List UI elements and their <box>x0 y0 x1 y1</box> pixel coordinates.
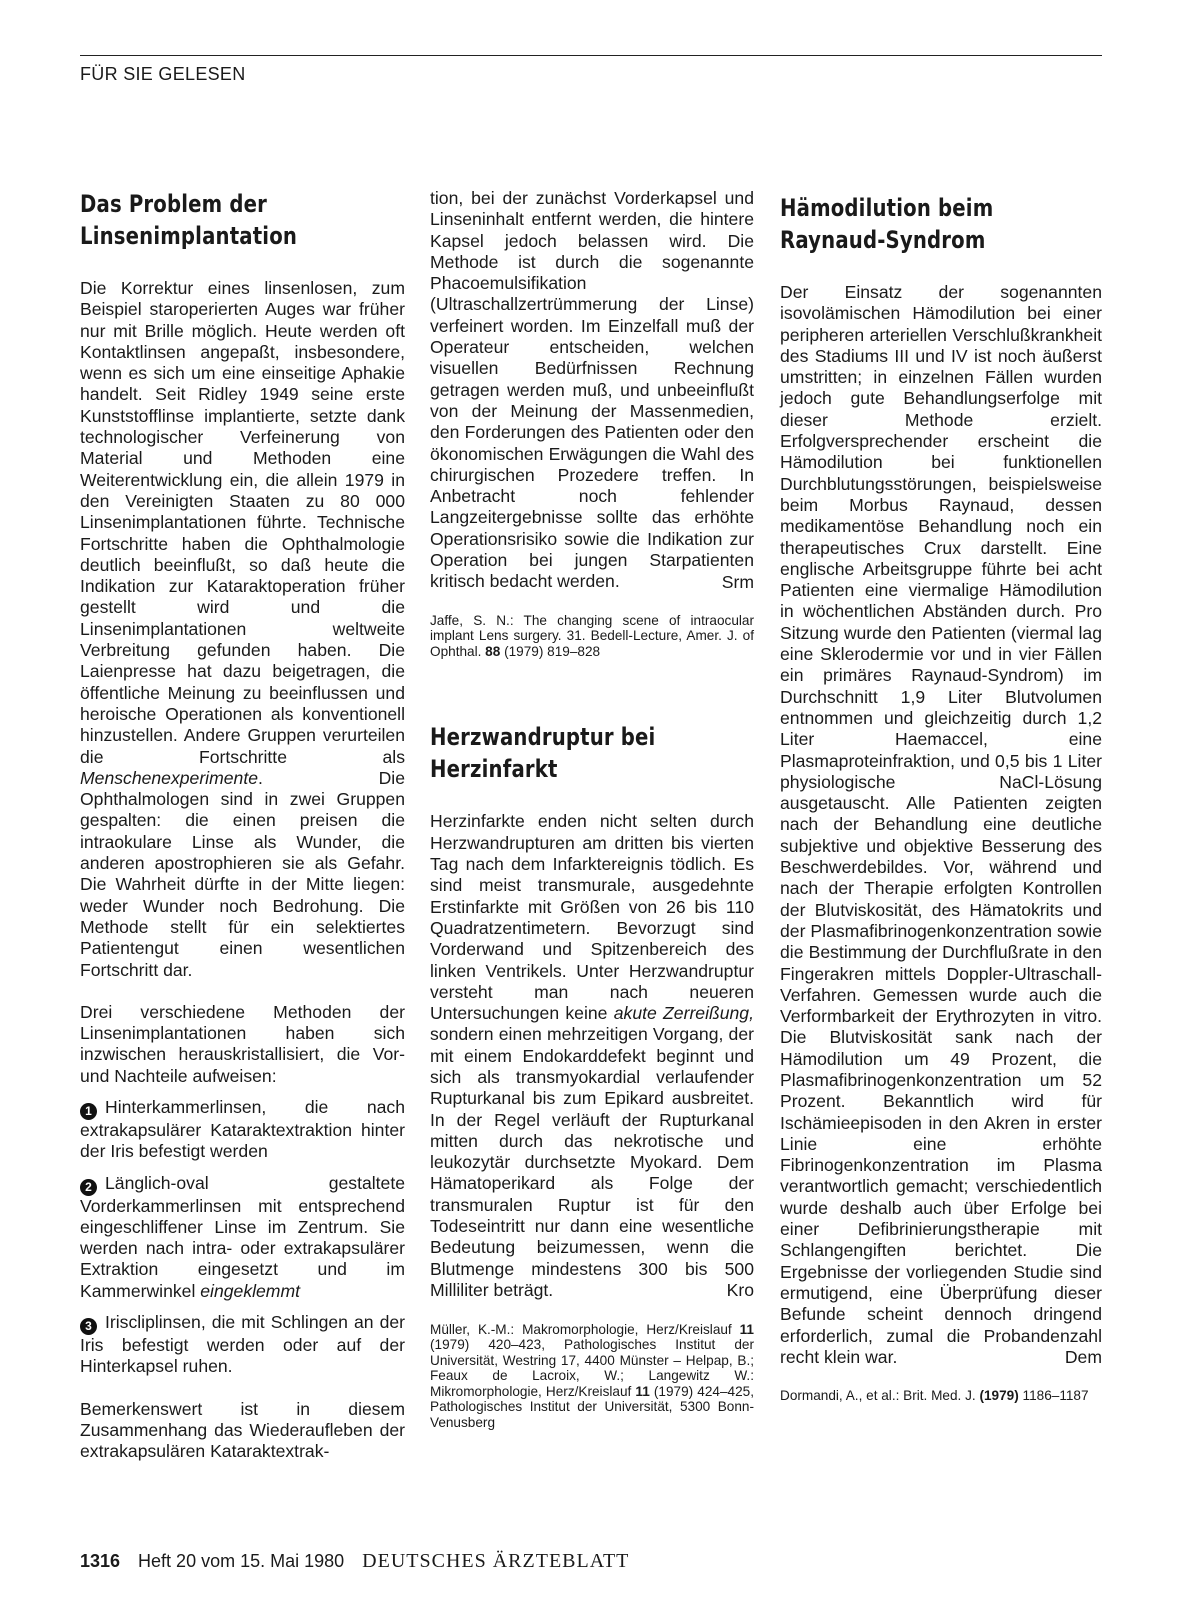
number-badge-2: 2 <box>80 1179 97 1196</box>
list-item-1-text: Hinterkammerlinsen, die nach extrakapsulärer Kataraktextraktion hinter der Iris befestigt werden <box>80 1096 405 1162</box>
article2-ref-text-b: (1979) 420–423, Pathologisches Institut der Universität, Westring 17, 4400 Münster – Helpap, B.; Feaux de Lacroix, W.; Langewitz W.: Mikromorphologie, Herz/Kreislauf <box>430 1337 754 1399</box>
article2-emphasis: akute Zerreißung, <box>613 1003 754 1024</box>
column-1 <box>80 188 405 1463</box>
page-number: 1316 <box>80 1551 121 1571</box>
article3-paragraph: Der Einsatz der sogenannten isovolämischen Hämodilution bei einer peripheren arteriellen Verschlußkrankheit des Stadiums III und IV ist noch äußerst umstritten; in einzelnen Fällen wurden jedoch gute Behandlungserfolge mit dieser Methode erzielt. Erfolgversprechender erscheint die Hämodilution bei funktionellen Durchblutungsstörungen, beispielsweise beim Morbus Raynaud, dessen medikamentöse Behandlung noch ein therapeutisches Crux darstellt. Eine englische Arbeitsgruppe führte bei acht Patienten eine viermalige Hämodilution in wöchentlichen Abständen durch. Pro Sitzung wurde den Patienten (viermal lag eine Sklerodermie vor und in vier Fällen ein primäres Raynaud-Syndrom) im Durchschnitt 1,9 Liter Blutvolumen entnommen und gleichzeitig durch 1,2 Liter Haemaccel, eine Plasmaproteinfraktion, und 0,5 bis 1 Liter physiologische NaCl-Lösung ausgetauscht. Alle Patienten zeigten nach der Behandlung eine deutliche subjektive und objektive Besserung des Beschwerdebildes. Vor, während und nach der Therapie erfolgten Kontrollen der Blutviskosität, des Hämatokrits und der Plasmafibrinogenkonzentration sowie die Bestimmung der Durchflußrate in den Fingerakren mittels Doppler-Ultraschall-Verfahren. Gemessen wurde auch die Verformbarkeit der Erythrozyten in vitro. Die Blutviskosität sank nach der Hämodilution um 49 Prozent, die Plasmafibrinogenkonzentration um 52 Prozent. Bekanntlich wird für Ischämieepisoden in den Akren in erster Linie eine erhöhte Fibrinogenkonzentration im Plasma verantwortlich gemacht; verschiedentlich wurde deshalb auch über Erfolge bei einer Defibrinierungstherapie mit Schlangengiften berichtet. Die Ergebnisse der vorliegenden Studie sind ermutigend, eine Überprüfung dieser Befunde scheint dennoch dringend erforderlich, zumal die Probandenzahl recht klein war. <box>780 282 1102 1367</box>
article2-paragraph <box>430 811 754 1301</box>
article1-p1-emphasis: Menschenexperimente <box>80 767 258 788</box>
article2-text-cont: sondern einen mehrzeitigen Vorgang, der mit einem Endokarddefekt beginnt und sich als transmyokardial verlaufender Rupturkanal bis zum Epikard ausbreitet. In der Regel verläuft der Rupturkanal mitten durch das nekrotische und leukozytär durchsetzte Myokard. Dem Hämatoperikard als Folge der transmuralen Ruptur ist für den Todeseintritt nur dann eine wesentliche Bedeutung beizumessen, wenn die Blutmenge mindestens 300 bis 500 Milliliter beträgt. <box>430 1024 754 1300</box>
article3-ref-year: (1979) <box>979 1388 1019 1404</box>
article2-signature: Kro <box>726 1280 754 1301</box>
list-item-2-text: Länglich-oval gestaltete Vorderkammerlinsen mit entsprechend eingeschliffener Linse im Zentrum. Sie werden nach intra- oder extrakapsulärer Extraktion eingesetzt und im Kammerwinkel <box>80 1172 405 1301</box>
article2-ref-text-a: Müller, K.-M.: Makromorphologie, Herz/Kreislauf <box>430 1321 732 1337</box>
article3-title-line1: Hämodilution beim <box>780 194 994 222</box>
list-item-2-emphasis: eingeklemmt <box>200 1280 301 1301</box>
article2-title-line2: Herzinfarkt <box>430 755 558 784</box>
page-footer <box>80 1550 629 1573</box>
column-3 <box>780 192 1102 1404</box>
article1-paragraph-2: Drei verschiedene Methoden der Linsenimplantationen haben sich inzwischen herauskristallisiert, die Vor- und Nachteile aufweisen: <box>80 1001 405 1086</box>
article1-reference <box>430 613 754 660</box>
article3-title <box>780 192 1108 256</box>
article3-title-line2: Raynaud-Syndrom <box>780 226 986 254</box>
article2-ref-text-c: (1979) 424–425, Pathologisches Institut der Universität, 5300 Bonn-Venusberg <box>430 1383 754 1430</box>
journal-name: DEUTSCHES ÄRZTEBLATT <box>362 1550 630 1572</box>
article3-ref-pages: 1186–1187 <box>1022 1388 1089 1404</box>
article2-reference <box>430 1322 754 1431</box>
list-item-2 <box>80 1173 405 1302</box>
article1-paragraph-3-start: Bemerkenswert ist in diesem Zusammenhang das Wiederaufleben der extrakapsulären Kataraktextrak- <box>80 1398 405 1462</box>
article1-p1-text-cont: . Die Ophthalmologen sind in zwei Gruppen gespalten: die einen preisen die intraokulare Linse als Wunder, die anderen apostrophieren sie als Gefahr. Die Wahrheit dürfte in der Mitte liegen: weder Wunder noch Bedrohung. Die Methode stellt für ein selektiertes Patientengut einen wesentlichen Fortschritt dar. <box>80 767 405 980</box>
number-badge-3: 3 <box>80 1318 97 1335</box>
article2-text: Herzinfarkte enden nicht selten durch Herzwandrupturen am dritten bis vierten Tag nach dem Infarktereignis tödlich. Es sind meist transmurale, ausgedehnte Erstinfarkte mit Größen von 26 bis 110 Quadratzentimetern. Bevorzugt sind Vorderwand und Spitzenbereich des linken Ventrikels. Unter Herzwandruptur versteht man nach neueren Untersuchungen keine <box>430 811 754 1024</box>
article1-title-line1: Das Problem der <box>80 190 267 218</box>
article1-paragraph-3-cont: tion, bei der zunächst Vorderkapsel und Linseninhalt entfernt werden, die hintere Kapsel jedoch belassen wird. Die Methode ist durch die sogenannte Phacoemulsifikation (Ultraschallzertrümmerung der Linse) verfeinert worden. Im Einzelfall muß der Operateur entscheiden, welchen visuellen Bedürfnissen Rechnung getragen werden muß, und unbeeinflußt von der Meinung der Massenmedien, den Forderungen des Patienten oder den ökonomischen Erwägungen die Wahl des chirurgischen Prozedere treffen. In Anbetracht noch fehlender Langzeitergebnisse sollte das erhöhte Operationsrisiko sowie die Indikation zur Operation bei jungen Starpatienten kritisch bedacht werden. <box>430 188 754 592</box>
issue-info: Heft 20 vom 15. Mai 1980 <box>138 1551 345 1571</box>
article2-ref-volume-2: 11 <box>635 1383 650 1399</box>
article1-signature: Srm <box>721 571 754 592</box>
list-item-3-text: Iriscliplinsen, die mit Schlingen an der Iris befestigt werden oder auf der Hinterkapsel ruhen. <box>80 1312 405 1377</box>
article2-title-line1: Herzwandruptur bei <box>430 723 656 752</box>
article1-ref-text: Jaffe, S. N.: The changing scene of intraocular implant Lens surgery. 31. Bedell-Lecture, Amer. J. of Ophthal. <box>430 612 754 659</box>
number-badge-1: 1 <box>80 1103 97 1120</box>
section-heading: FÜR SIE GELESEN <box>80 64 246 84</box>
article1-ref-pages: (1979) 819–828 <box>504 643 601 659</box>
list-item-1 <box>80 1097 405 1163</box>
column-2 <box>430 188 754 1430</box>
article1-title <box>80 188 408 252</box>
article1-paragraph-1 <box>80 278 405 981</box>
article3-signature: Dem <box>1064 1347 1102 1368</box>
article2-title <box>430 721 758 785</box>
article1-title-line2: Linsenimplantation <box>80 222 298 250</box>
article2-ref-volume-1: 11 <box>739 1321 754 1337</box>
article3-reference <box>780 1388 1102 1404</box>
article1-p1-text: Die Korrektur eines linsenlosen, zum Beispiel staroperierten Auges war früher nur mit Brille möglich. Heute werden oft Kontaktlinsen angepaßt, insbesondere, wenn es sich um eine einseitige Aphakie handelt. Seit Ridley 1949 seine erste Kunststofflinse implantierte, setzte dank technologischer Verfeinerung von Material und Methoden eine Weiterentwicklung ein, die allein 1979 in den Vereinigten Staaten zu 80 000 Linsenimplantationen führte. Technische Fortschritte haben die Ophthalmologie deutlich beeinflußt, so daß heute die Indikation zur Kataraktoperation früher gestellt wird und die Linsenimplantationen weltweite Verbreitung gefunden haben. Die Laienpresse hat dazu beigetragen, die öffentliche Meinung zu beeinflussen und heroische Operationen als konventionell hinzustellen. Andere Gruppen verurteilen die Fortschritte als <box>80 278 405 767</box>
header-rule <box>80 55 1102 56</box>
list-item-3 <box>80 1312 405 1378</box>
article1-ref-volume: 88 <box>485 643 501 659</box>
article3-ref-text: Dormandi, A., et al.: Brit. Med. J. <box>780 1388 976 1404</box>
